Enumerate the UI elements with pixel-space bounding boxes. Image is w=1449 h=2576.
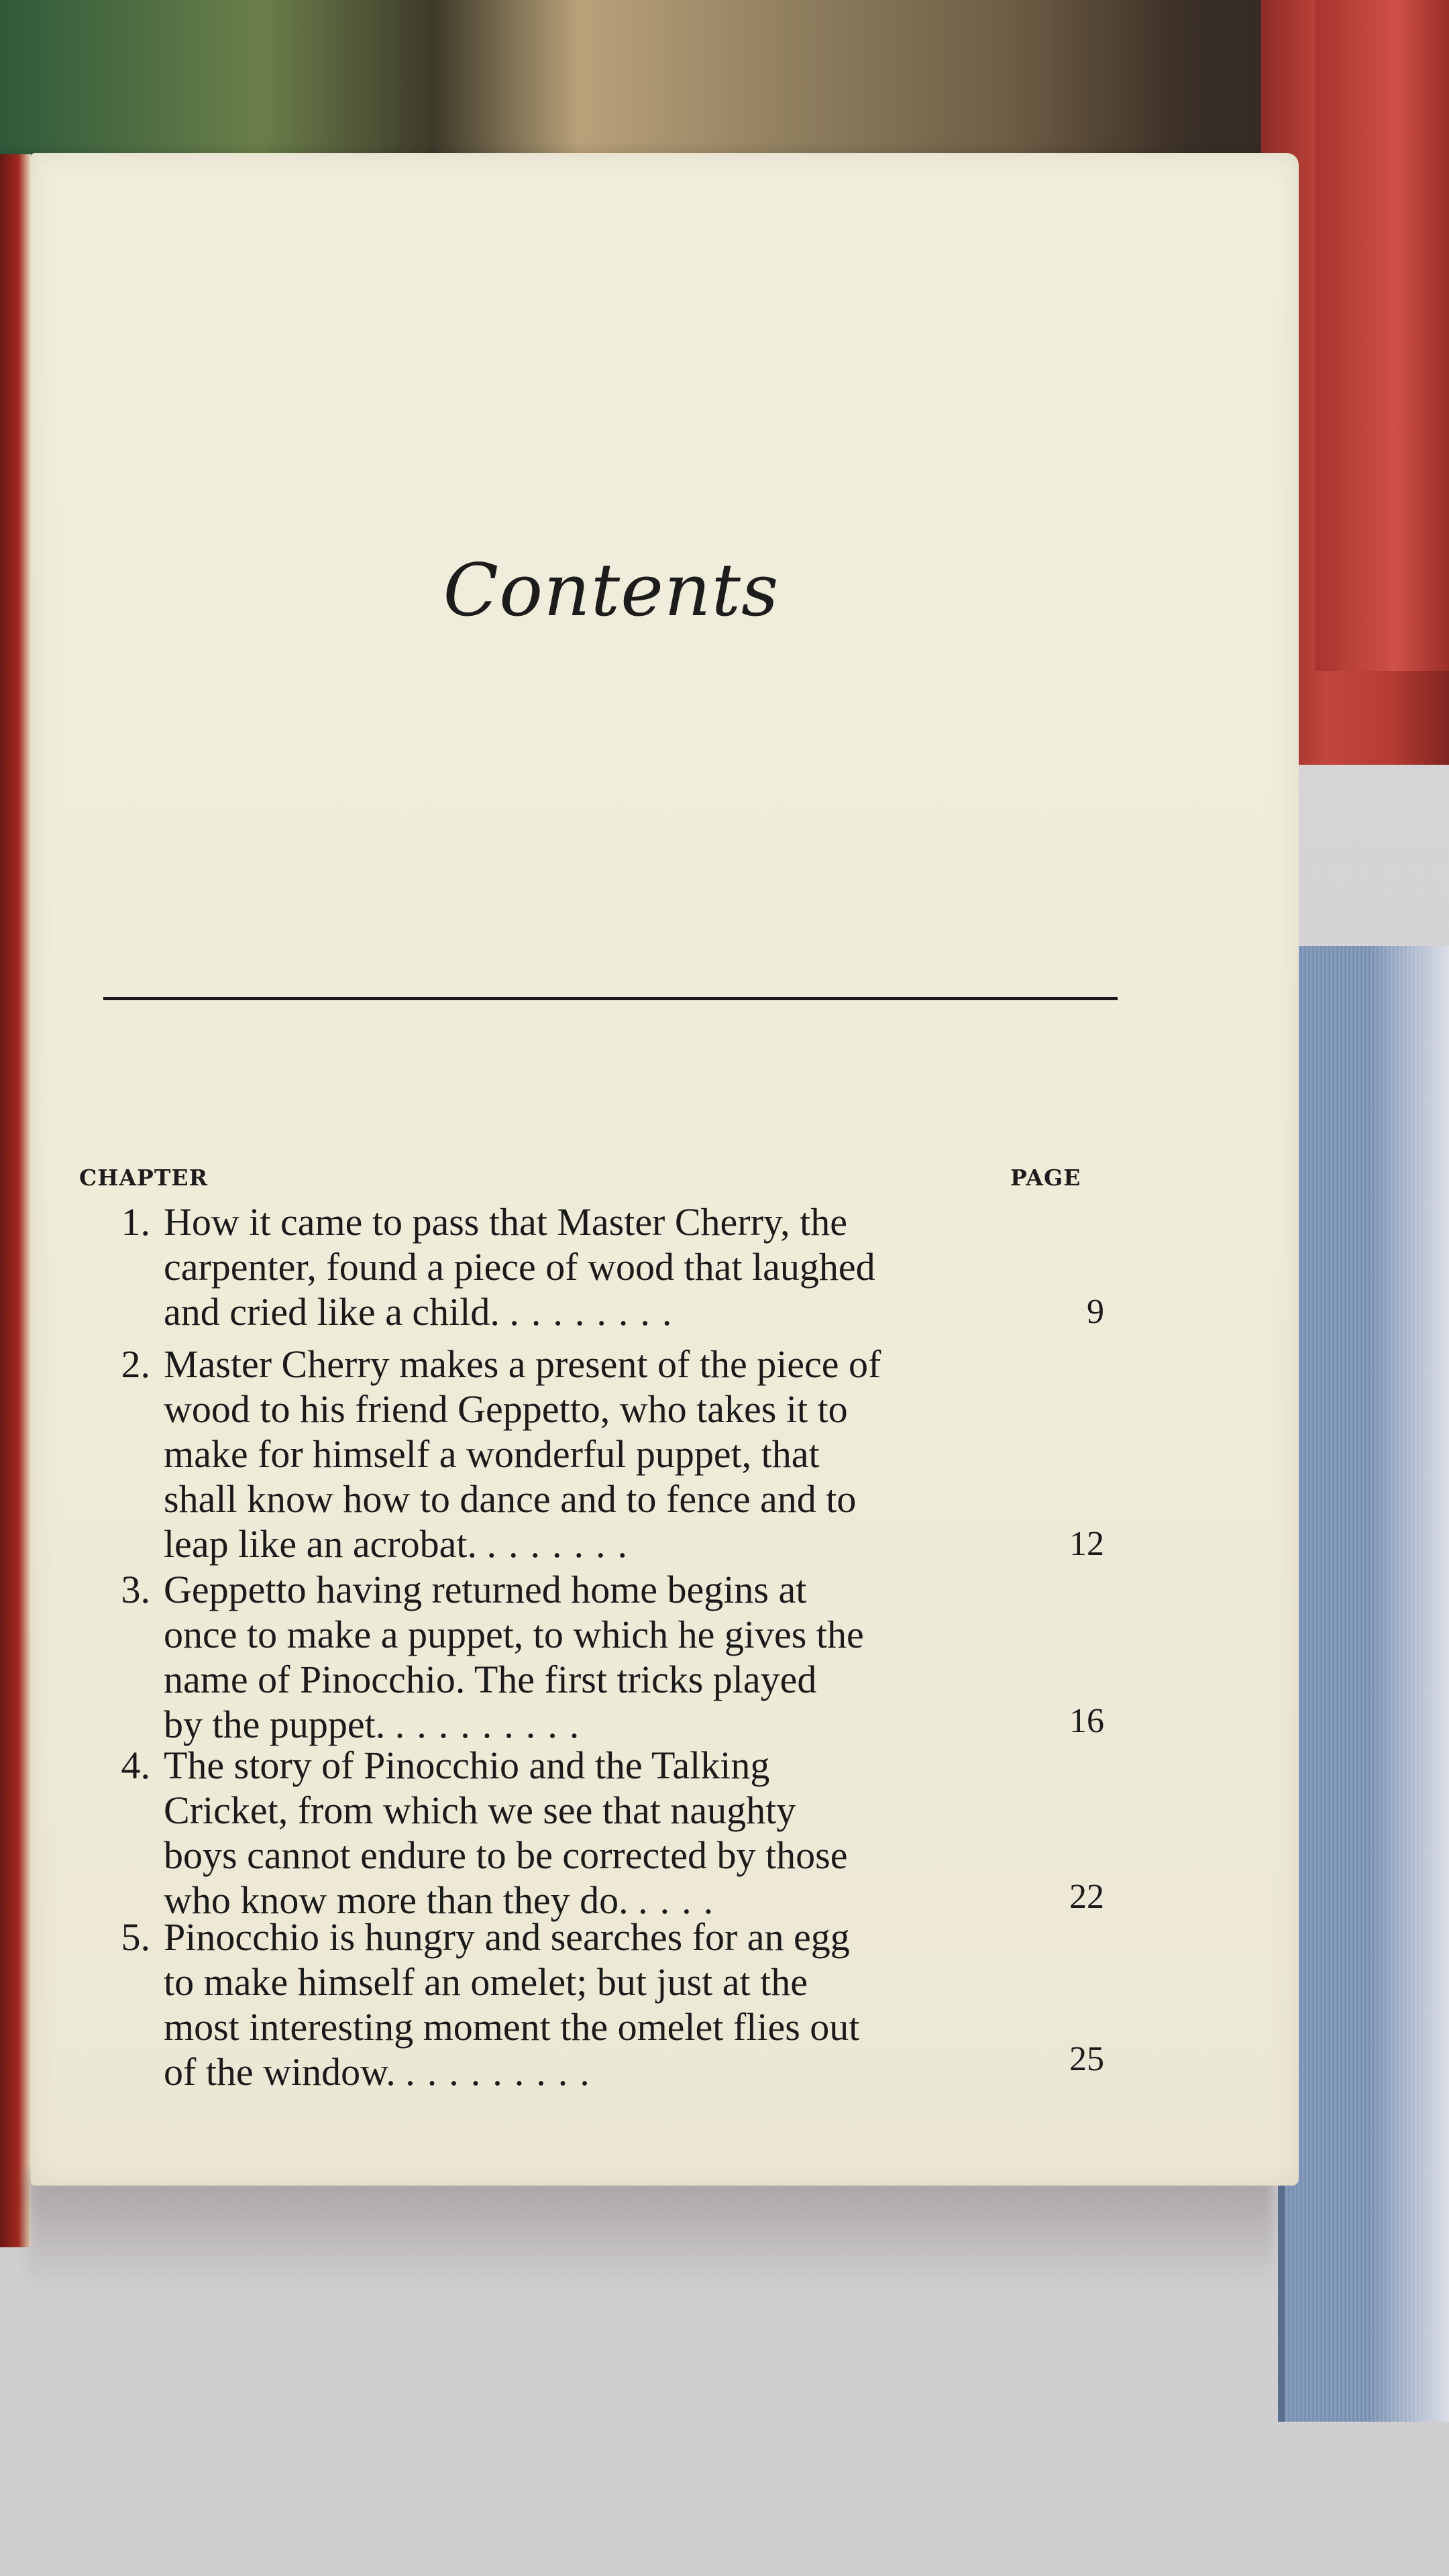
chapter-title-line: carpenter, found a piece of wood that laughed — [164, 1245, 875, 1289]
chapter-number: 3. — [121, 1568, 150, 1611]
chapter-title-line: to make himself an omelet; but just at the — [164, 1960, 808, 2004]
page-number: 9 — [1087, 1293, 1104, 1331]
chapter-title — [164, 1567, 1056, 1747]
chapter-column-header: CHAPTER — [79, 1165, 208, 1191]
chapter-title-line: once to make a puppet, to which he gives the — [164, 1613, 864, 1656]
chapter-title-line: by the puppet. ......... — [164, 1703, 592, 1746]
chapter-number: 5. — [121, 1915, 150, 1959]
background-blue-book-edge — [1368, 946, 1449, 2422]
chapter-title-line: How it came to pass that Master Cherry, the — [164, 1200, 848, 1244]
chapter-title-line: leap like an acrobat. ....... — [164, 1522, 639, 1566]
page-column-header: PAGE — [1010, 1165, 1081, 1191]
chapter-title-line: Cricket, from which we see that naughty — [164, 1788, 796, 1832]
title-rule — [103, 997, 1118, 1000]
chapter-title-line: boys cannot endure to be corrected by those — [164, 1833, 848, 1877]
chapter-title — [164, 1199, 1056, 1334]
chapter-title-line: wood to his friend Geppetto, who takes it to — [164, 1387, 848, 1431]
chapter-number: 2. — [121, 1342, 150, 1386]
chapter-number: 4. — [121, 1743, 150, 1787]
chapter-title-line: make for himself a wonderful puppet, that — [164, 1432, 820, 1476]
chapter-title-line: most interesting moment the omelet flies out — [164, 2005, 860, 2049]
chapter-title-line: The story of Pinocchio and the Talking — [164, 1743, 770, 1787]
chapter-title-line: Master Cherry makes a present of the piece of — [164, 1342, 881, 1386]
chapter-title-line: and cried like a child. ........ — [164, 1290, 684, 1334]
chapter-title-line: who know more than they do. .... — [164, 1878, 726, 1922]
page-number: 16 — [1069, 1702, 1104, 1740]
chapter-title — [164, 1743, 1056, 1923]
chapter-title-line: name of Pinocchio. The first tricks played — [164, 1658, 817, 1701]
book-spine-left — [0, 154, 31, 2247]
chapter-title — [164, 1342, 1056, 1566]
background-red-book-2 — [1315, 0, 1449, 671]
chapter-number: 1. — [121, 1200, 150, 1244]
chapter-title-line: Geppetto having returned home begins at — [164, 1568, 807, 1611]
contents-title: Contents — [443, 549, 780, 633]
chapter-title-line: shall know how to dance and to fence and to — [164, 1477, 857, 1521]
page-number: 12 — [1069, 1525, 1104, 1563]
book-page — [31, 153, 1299, 2186]
chapter-title — [164, 1915, 1056, 2094]
chapter-title-line: of the window. ......... — [164, 2050, 602, 2094]
page-number: 22 — [1069, 1878, 1104, 1916]
chapter-title-line: Pinocchio is hungry and searches for an egg — [164, 1915, 850, 1959]
page-number: 25 — [1069, 2040, 1104, 2078]
page-shadow — [27, 2174, 1275, 2288]
